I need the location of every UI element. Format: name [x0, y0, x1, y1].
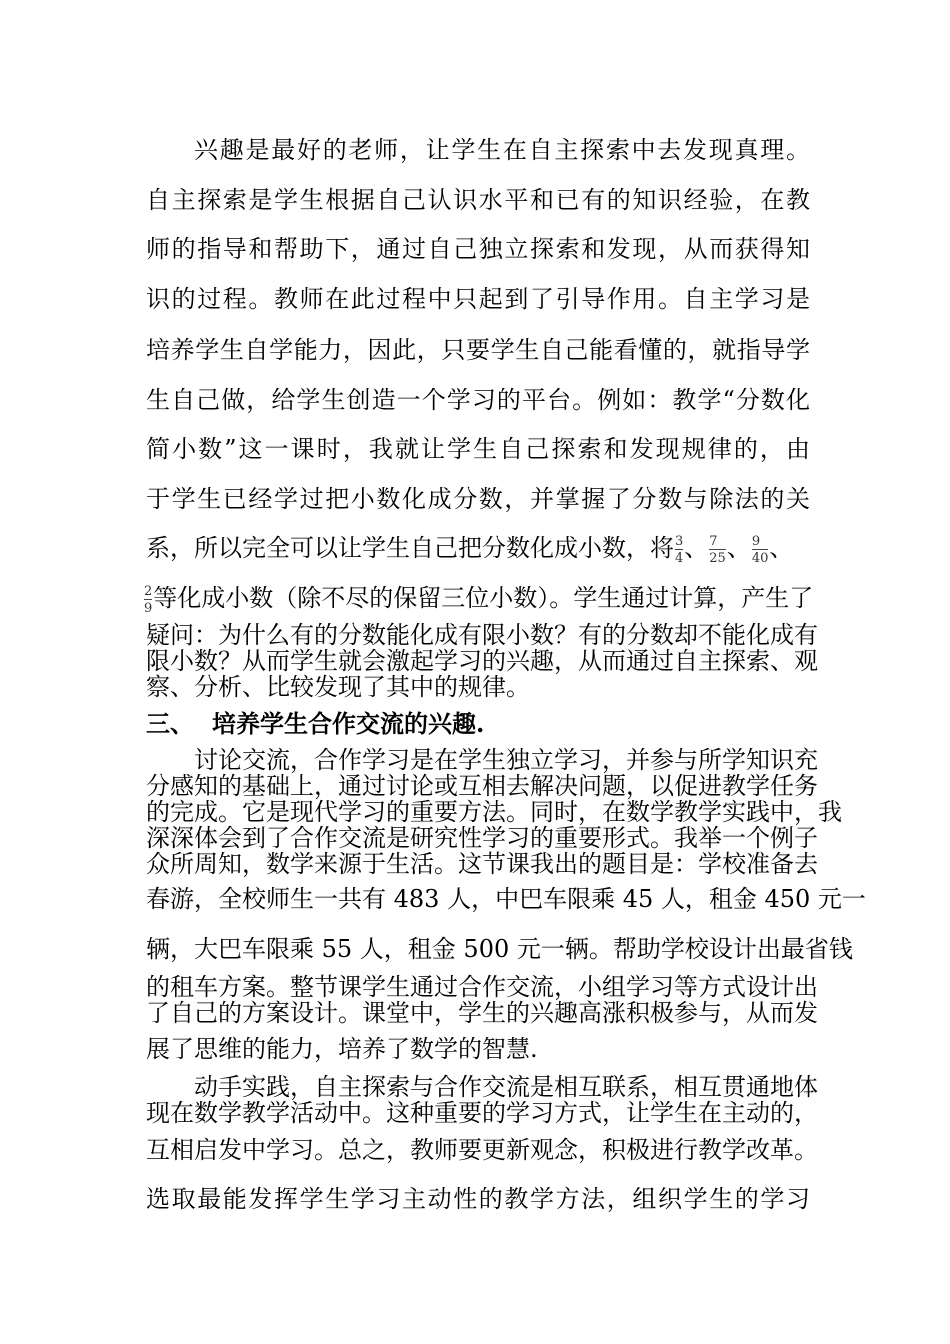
paragraph-line: 的完成。它是现代学习的重要方法。同时，在数学教学实践中，我	[146, 798, 842, 826]
denominator: 4	[675, 550, 684, 566]
paragraph-line: 春游，全校师生一共有 483 人，中巴车限乘 45 人，租金 450 元一	[146, 885, 866, 913]
fraction-3-4	[675, 534, 683, 566]
numerator: 9	[751, 533, 761, 549]
paragraph-line: 辆，大巴车限乘 55 人，租金 500 元一辆。帮助学校设计出最省钱	[146, 935, 853, 963]
paragraph-line: 互相启发中学习。总之，教师要更新观念，积极进行教学改革。	[146, 1136, 818, 1164]
fraction-line-lead: 系，所以完全可以让学生自己把分数化成小数，将	[146, 534, 674, 562]
numerator: 7	[709, 533, 718, 549]
denominator: 40	[751, 550, 769, 566]
paragraph-line: 选取最能发挥学生学习主动性的教学方法，组织学生的学习	[146, 1185, 810, 1213]
section-number: 三、	[146, 709, 194, 738]
paragraph-line: 察、分析、比较发现了其中的规律。	[146, 673, 530, 701]
fraction-2-9	[144, 584, 152, 616]
numerator: 2	[144, 583, 153, 599]
paragraph-line: 简小数”这一课时，我就让学生自己探索和发现规律的，由	[146, 435, 810, 463]
paragraph-line: 动手实践，自主探索与合作交流是相互联系，相互贯通地体	[194, 1073, 818, 1101]
paragraph-line: 众所周知，数学来源于生活。这节课我出的题目是：学校准备去	[146, 850, 818, 878]
fraction-line-2	[144, 578, 814, 618]
paragraph-line: 自主探索是学生根据自己认识水平和已有的知识经验，在教	[146, 186, 810, 214]
section-title: 培养学生合作交流的兴趣.	[212, 709, 485, 738]
paragraph-line: 现在数学教学活动中。这种重要的学习方式，让学生在主动的，	[146, 1099, 818, 1127]
numerator: 3	[675, 533, 684, 549]
paragraph-line: 生自己做，给学生创造一个学习的平台。例如：教学“分数化	[146, 386, 810, 414]
paragraph-line: 兴趣是最好的老师，让学生在自主探索中去发现真理。	[194, 136, 810, 164]
separator: 、	[769, 534, 794, 562]
paragraph-line: 培养学生自学能力，因此，只要学生自己能看懂的，就指导学	[146, 336, 810, 364]
paragraph-line: 深深体会到了合作交流是研究性学习的重要形式。我举一个例子	[146, 824, 818, 852]
paragraph-line: 限小数？从而学生就会激起学习的兴趣，从而通过自主探索、观	[146, 647, 818, 675]
paragraph-line: 疑问：为什么有的分数能化成有限小数？有的分数却不能化成有	[146, 621, 818, 649]
paragraph-line: 识的过程。教师在此过程中只起到了引导作用。自主学习是	[146, 285, 810, 313]
section-heading	[146, 709, 810, 739]
paragraph-line: 讨论交流，合作学习是在学生独立学习，并参与所学知识充	[194, 746, 818, 774]
paragraph-line: 了自己的方案设计。课堂中，学生的兴趣高涨积极参与，从而发	[146, 999, 818, 1027]
paragraph-line: 的租车方案。整节课学生通过合作交流，小组学习等方式设计出	[146, 973, 818, 1001]
fraction-9-40	[752, 534, 769, 566]
paragraph-line: 于学生已经学过把小数化成分数，并掌握了分数与除法的关	[146, 485, 810, 513]
paragraph-text: 等化成小数（除不尽的保留三位小数）。学生通过计算，产生了	[153, 584, 814, 612]
paragraph-line: 分感知的基础上，通过讨论或互相去解决问题，以促进教学任务	[146, 772, 818, 800]
separator: 、	[684, 534, 709, 562]
denominator: 25	[709, 550, 726, 566]
denominator: 9	[144, 600, 153, 616]
fraction-7-25	[709, 534, 726, 566]
separator: 、	[726, 534, 751, 562]
paragraph-line: 展了思维的能力，培养了数学的智慧.	[146, 1035, 538, 1063]
paragraph-line: 师的指导和帮助下，通过自己独立探索和发现，从而获得知	[146, 235, 810, 263]
fraction-line	[146, 528, 810, 568]
